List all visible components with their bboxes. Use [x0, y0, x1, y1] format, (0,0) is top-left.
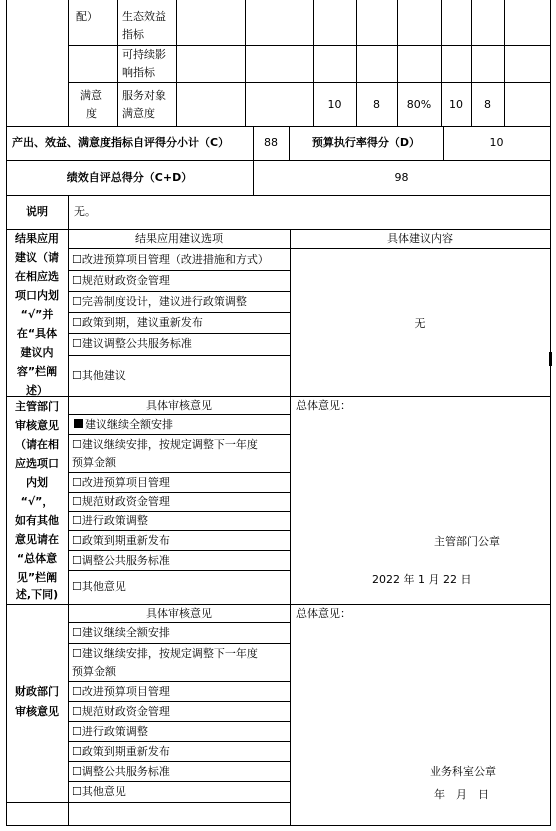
result-label-line: “√”并 [20, 308, 54, 321]
dept-seal: 主管部门公章 [434, 535, 500, 548]
dept-label-line: 主管部门 [15, 400, 59, 413]
result-label-line: 述） [26, 384, 48, 397]
finance-option-1[interactable]: ☐建议继续全额安排 [72, 626, 170, 639]
result-label-line: 结果应用 [15, 232, 59, 245]
finance-option-5[interactable]: ☐进行政策调整 [72, 725, 148, 738]
subtotal-label: 产出、效益、满意度指标自评得分小计（C） [12, 136, 230, 149]
result-label-line: 在“具体 [16, 327, 58, 340]
result-label-line: 建议内 [20, 346, 54, 359]
finance-option-2-cont: 预算金额 [72, 665, 116, 678]
grid-line [6, 160, 551, 161]
dept-option-1: 建议继续全额安排 [85, 418, 173, 431]
result-label-line: 建议（请 [15, 251, 59, 264]
result-option-6[interactable]: ☐其他建议 [72, 369, 126, 382]
dept-label-line: 审核意见 [15, 419, 59, 432]
result-option-5[interactable]: ☐建议调整公共服务标准 [72, 337, 192, 350]
grid-line [68, 229, 69, 826]
grid-line [68, 0, 69, 126]
sustain-indicator-line1: 可持续影 [122, 48, 166, 61]
dept-option-6[interactable]: ☐政策到期重新发布 [72, 534, 170, 547]
budget-score-label: 预算执行率得分（D） [311, 136, 421, 149]
finance-overall-label: 总体意见： [296, 607, 351, 620]
total-score-label: 绩效自评总得分（C+D） [66, 171, 193, 184]
sustain-indicator-line2: 响指标 [122, 66, 155, 79]
result-label-line: 容”栏阐 [16, 365, 58, 378]
result-option-4[interactable]: ☐政策到期，建议重新发布 [72, 316, 203, 329]
result-detail-value: 无 [414, 317, 426, 330]
score-value: 8 [484, 98, 491, 111]
dept-label-line: 如有其他 [15, 514, 59, 527]
dept-option-3[interactable]: ☐改进预算项目管理 [72, 476, 170, 489]
subtotal-value: 88 [264, 136, 278, 149]
annual-target-value: 10 [327, 98, 342, 111]
satisfaction-sub-line1: 服务对象 [122, 89, 166, 102]
dept-option-2-cont: 预算金额 [72, 456, 116, 469]
grid-line [6, 802, 291, 803]
result-option-1[interactable]: ☐改进预算项目管理（改进措施和方式） [72, 253, 269, 266]
finance-seal: 业务科室公章 [430, 765, 496, 778]
grid-line [68, 570, 290, 571]
result-options-header: 结果应用建议选项 [135, 232, 223, 245]
dept-label-line: 意见请在 [15, 533, 59, 546]
dept-date: 2022 年 1 月 22 日 [372, 573, 472, 586]
border-right [550, 0, 551, 826]
grid-line [68, 82, 551, 83]
result-label-line: 在相应选 [15, 270, 59, 283]
dept-label-line: 内划 [26, 476, 48, 489]
actual-value: 8 [373, 98, 380, 111]
finance-option-3[interactable]: ☐改进预算项目管理 [72, 685, 170, 698]
finance-option-6[interactable]: ☐政策到期重新发布 [72, 745, 170, 758]
grid-line [68, 355, 290, 356]
dept-option-2[interactable]: ☐建议继续安排，按规定调整下一年度 [72, 438, 258, 451]
finance-option-2[interactable]: ☐建议继续安排，按规定调整下一年度 [72, 647, 258, 660]
budget-score-value: 10 [489, 136, 504, 149]
eco-indicator-line1: 生态效益 [122, 10, 166, 23]
dept-label-line: 见”栏阐 [16, 571, 58, 584]
finance-label-line: 审核意见 [15, 705, 59, 718]
grid-line [176, 0, 177, 126]
grid-line [245, 0, 246, 126]
note-label: 说明 [26, 205, 48, 218]
dept-label-line: “总体意 [16, 552, 58, 565]
grid-line [504, 0, 505, 126]
edge-mark [549, 352, 552, 366]
finance-option-7[interactable]: ☐调整公共服务标准 [72, 765, 170, 778]
result-detail-header: 具体建议内容 [387, 232, 453, 245]
dept-option-8[interactable]: ☐其他意见 [72, 580, 126, 593]
satisfaction-sub-line2: 满意度 [122, 107, 155, 120]
finance-options-header: 具体审核意见 [146, 607, 212, 620]
border-bottom [6, 825, 551, 826]
note-value: 无。 [74, 205, 96, 218]
satisfaction-label-line1: 满意 [80, 89, 102, 102]
dept-option-5[interactable]: ☐进行政策调整 [72, 514, 148, 527]
dept-label-line: 述,下同) [15, 588, 59, 601]
dept-option-4[interactable]: ☐规范财政资金管理 [72, 495, 170, 508]
grid-line [117, 0, 118, 126]
dept-overall-label: 总体意见： [296, 399, 351, 412]
dept-label-line: “√”， [20, 495, 54, 508]
grid-line [6, 195, 551, 196]
dept-option-7[interactable]: ☐调整公共服务标准 [72, 554, 170, 567]
finance-option-8[interactable]: ☐其他意见 [72, 785, 126, 798]
satisfaction-label-line2: 度 [86, 107, 97, 120]
weight-value: 10 [449, 98, 463, 111]
checked-box-icon[interactable] [74, 419, 83, 428]
dept-options-header: 具体审核意见 [146, 399, 212, 412]
grid-line [68, 248, 551, 249]
total-score-value: 98 [394, 171, 409, 184]
grid-line [6, 126, 551, 127]
dept-label-line: （请在相 [15, 438, 59, 451]
completion-rate: 80% [406, 98, 432, 111]
finance-option-4[interactable]: ☐规范财政资金管理 [72, 705, 170, 718]
result-option-2[interactable]: ☐规范财政资金管理 [72, 274, 170, 287]
grid-line [68, 195, 69, 230]
dept-label-line: 应选项口 [15, 457, 59, 470]
finance-label-line: 财政部门 [15, 685, 59, 698]
result-option-3[interactable]: ☐完善制度设计，建议进行政策调整 [72, 295, 247, 308]
result-label-line: 项口内划 [15, 289, 59, 302]
finance-date: 年 月 日 [434, 788, 489, 801]
indicator-category-cont: 配） [76, 10, 98, 23]
eco-indicator-line2: 指标 [122, 28, 144, 41]
